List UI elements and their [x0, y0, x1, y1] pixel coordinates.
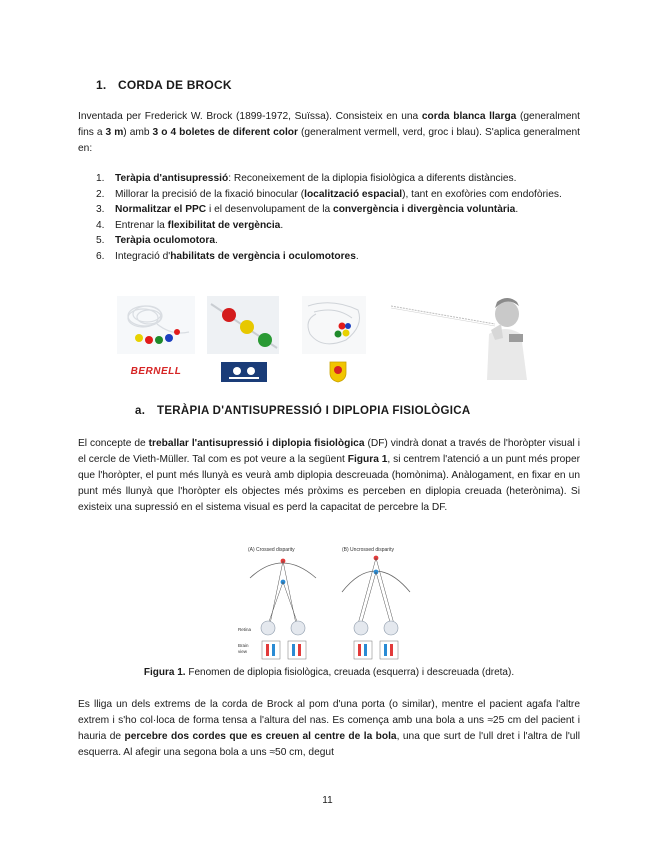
bold-run: flexibilitat de vergència — [167, 219, 281, 231]
text-run: i el desenvolupament de la — [206, 204, 334, 215]
text-run: ), tant en exofòries com endofòries. — [402, 188, 562, 200]
text-run: . — [515, 204, 519, 215]
text-run: , una que surt de l'ull dret i l'altra de l'ull esquerra. Al afegir una segona bola a uns ≈50 cm, degut — [78, 731, 581, 758]
crossed-disparity-title: (A) Crossed disparity — [248, 547, 295, 553]
brain-label: Brain — [238, 643, 249, 648]
manufacturer-badge-logo — [221, 362, 267, 382]
section-title: CORDA DE BROCK — [118, 78, 232, 92]
retina-label: Retina — [238, 627, 252, 632]
bold-run: convergència i divergència voluntària — [333, 204, 516, 215]
right-eye — [291, 621, 305, 635]
list-number: 5. — [96, 235, 105, 246]
subsection-number: a. — [135, 405, 146, 417]
left-eye — [354, 621, 368, 635]
uncrossed-disparity-title: (B) Uncrossed disparity — [342, 547, 394, 553]
view-label: view — [238, 649, 248, 654]
diplopia-diagram — [238, 544, 418, 662]
list-number: 2. — [96, 188, 105, 200]
bold-run: Figura 1 — [347, 454, 388, 465]
bold-run: 3 m — [105, 127, 124, 138]
text-run: . — [355, 250, 359, 262]
text-run: . — [280, 219, 284, 231]
section-heading — [96, 78, 232, 92]
list-number: 1. — [96, 173, 105, 184]
text-run: (generalment fins a — [78, 111, 581, 138]
text-run: ) amb — [123, 127, 153, 138]
text-run: . — [215, 235, 218, 246]
list-item — [96, 233, 584, 249]
list-number: 4. — [96, 219, 105, 231]
boy-using-brock-string-photo — [391, 294, 531, 380]
bold-run: 3 o 4 boletes de diferent color — [152, 127, 298, 138]
shield-logo — [329, 361, 347, 383]
bold-run: corda blanca llarga — [421, 111, 517, 122]
caption-text: Fenomen de diplopia fisiològica, creuada (esquerra) i descreuada (dreta). — [185, 667, 515, 678]
left-eye — [261, 621, 275, 635]
text-run: : Reconeixement de la diplopia fisiològica a diferents distàncies. — [228, 173, 517, 184]
list-item — [96, 218, 584, 234]
text-run: Es lliga un dels extrems de la corda de Brock al pom d'una porta (o similar), mentre el pacient agafa l'altre extrem i s'ho col·loca de forma tensa a l'altura del nas. Es comença amb una bola a uns ≈25 cm del pacient i hauria de — [78, 699, 580, 742]
text-run: Entrenar la — [115, 219, 168, 231]
concept-paragraph — [78, 436, 580, 516]
list-item — [96, 171, 584, 187]
list-item — [96, 202, 584, 218]
brock-beads-closeup-photo — [207, 296, 279, 354]
list-item — [96, 249, 584, 265]
bold-run: habilitats de vergència i oculomotores — [170, 250, 356, 262]
procedure-paragraph — [78, 697, 580, 761]
text-run: , si centrem l'atenció a un punt més proper que l'horòpter, el punt més llunyà es veurà amb diplopia descreuada (homònima). Anàlogament, en fixar en un punt més llunyà que l'horòpter els objectes més pròxims es perceben en diplopia creuada (heterònima). Si existeix una supressió en el sistema visual es perd la capacitat de percebre la DF. — [78, 454, 581, 513]
brock-string-coil-photo — [117, 296, 195, 354]
caption-label: Figura 1. — [143, 667, 186, 678]
subsection-title: TERÀPIA D'ANTISUPRESSIÓ I DIPLOPIA FISIOLÒGICA — [157, 405, 471, 417]
intro-paragraph — [78, 109, 580, 157]
subsection-heading — [135, 405, 470, 417]
bold-run: percebre dos cordes que es creuen al centre de la bola — [124, 731, 397, 742]
text-run: (DF) vindrà donat a través de l'horòpter visual i el cercle de Vieth-Müller. Tal com es pot veure a la següent — [78, 438, 581, 465]
uses-list — [96, 171, 584, 264]
section-number: 1. — [96, 78, 107, 92]
bold-run: Normalitzar el PPC — [115, 204, 207, 215]
bold-run: treballar l'antisupressió i diplopia fisiològica — [148, 438, 365, 449]
bernell-logo — [117, 364, 195, 380]
list-number: 3. — [96, 204, 105, 215]
right-eye — [384, 621, 398, 635]
list-number: 6. — [96, 250, 105, 262]
figure-caption — [78, 667, 580, 678]
page-number: 11 — [322, 795, 333, 806]
bold-run: Teràpia d'antisupressió — [115, 173, 229, 184]
bold-run: localització espacial — [304, 188, 403, 200]
list-item — [96, 187, 584, 203]
brock-string-loop-photo — [302, 296, 366, 354]
text-run: Integració d' — [115, 250, 171, 262]
text-run: Inventada per Frederick W. Brock (1899-1972, Suïssa). Consisteix en una — [78, 111, 422, 122]
text-run: El concepte de — [78, 438, 149, 449]
text-run: Millorar la precisió de la fixació binocular ( — [115, 188, 305, 200]
text-run: (generalment vermell, verd, groc i blau). S'aplica generalment en: — [78, 127, 580, 154]
bernell-logo-text: BERNELL — [130, 366, 182, 377]
bold-run: Teràpia oculomotora — [115, 235, 216, 246]
